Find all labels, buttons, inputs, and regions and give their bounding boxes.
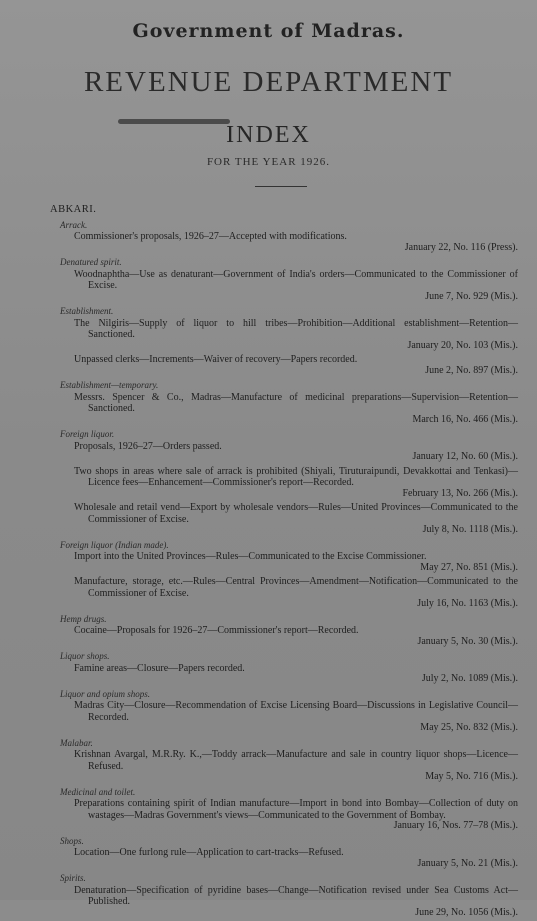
entry-text: Import into the United Provinces—Rules—Communicated to the Excise Commissioner. (74, 551, 427, 562)
entry-reference: January 5, No. 21 (Mis.). (417, 857, 518, 869)
index-entry (74, 354, 518, 376)
index-entry (74, 749, 518, 783)
entry-text: Unpassed clerks—Increments—Waiver of recovery—Papers recorded. (74, 354, 358, 365)
category-heading: Liquor shops. (60, 651, 110, 661)
entry-reference: May 27, No. 851 (Mis.). (420, 561, 518, 573)
entry-text: Famine areas—Closure—Papers recorded. (74, 662, 245, 674)
index-groups (48, 220, 518, 919)
entry-reference: March 16, No. 466 (Mis.). (412, 413, 518, 425)
entry-reference: February 13, No. 266 (Mis.). (402, 487, 518, 499)
entry-text: Krishnan Avargal, M.R.Ry. K.,—Toddy arrack—Manufacture and sale in country liquor shops—Licence—Refused. (74, 749, 518, 772)
entry-reference: January 20, No. 103 (Mis.). (407, 339, 518, 351)
index-title: INDEX (226, 122, 311, 148)
index-entry (74, 798, 518, 832)
entry-text: Commissioner's proposals, 1926–27—Accepted with modifications. (74, 231, 347, 242)
entry-reference: July 2, No. 1089 (Mis.). (421, 673, 518, 684)
index-entry (74, 576, 518, 610)
index-entry (74, 700, 518, 734)
category-heading: Liquor and opium shops. (60, 688, 151, 699)
entry-text: Wholesale and retail vend—Export by wholesale vendors—Rules—United Provinces—Communicated to the Commissioner of Excise. (74, 502, 518, 525)
category-heading: Spirits. (60, 873, 86, 883)
index-entry (74, 502, 518, 536)
entry-text: Proposals, 1926–27—Orders passed. (74, 440, 222, 452)
divider-rule (255, 186, 307, 187)
category-heading: Hemp drugs. (60, 613, 107, 624)
index-entry (74, 847, 518, 869)
index-entry (74, 466, 518, 500)
index-entry (74, 318, 518, 352)
index-entry (74, 392, 518, 426)
entry-text: The Nilgiris—Supply of liquor to hill tribes—Prohibition—Additional establishment—Retention—Sanctioned. (74, 317, 518, 340)
entry-text: Two shops in areas where sale of arrack is prohibited (Shiyali, Tiruturaipundi, Devakkottai and Tenkasi)—Licence fees—Enhancement—Commissioner's report—Recorded. (74, 465, 518, 488)
entry-reference: July 8, No. 1118 (Mis.). (422, 524, 518, 535)
category-heading: Establishment—temporary. (60, 380, 159, 390)
category-heading: Shops. (60, 835, 84, 846)
category-heading: Medicinal and toilet. (60, 786, 136, 797)
year-subtitle: FOR THE YEAR 1926. (206, 156, 331, 168)
entry-reference: June 29, No. 1056 (Mis.). (415, 906, 518, 918)
entry-reference: January 5, No. 30 (Mis.). (417, 635, 518, 647)
index-entry (74, 231, 518, 253)
entry-reference: June 7, No. 929 (Mis.). (425, 290, 518, 302)
index-content (48, 204, 518, 921)
category-heading: Denatured spirit. (60, 257, 122, 267)
index-entry (74, 441, 518, 463)
index-entry (74, 551, 518, 573)
index-entry (74, 269, 518, 303)
category-heading: Foreign liquor (Indian made). (60, 539, 169, 550)
entry-reference: May 25, No. 832 (Mis.). (420, 722, 518, 733)
entry-reference: January 12, No. 60 (Mis.). (412, 451, 518, 462)
entry-reference: July 16, No. 1163 (Mis.). (417, 598, 518, 609)
entry-text: Madras City—Closure—Recommendation of Excise Licensing Board—Discussions in Legislative Council—Recorded. (74, 700, 518, 723)
entry-reference: January 16, Nos. 77–78 (Mis.). (393, 820, 518, 831)
department-title: REVENUE DEPARTMENT (83, 66, 454, 98)
entry-reference: June 2, No. 897 (Mis.). (425, 364, 518, 376)
category-heading: Establishment. (60, 306, 114, 316)
government-heading: Government of Madras. (132, 20, 405, 42)
index-entry (74, 885, 518, 919)
entry-text: Manufacture, storage, etc.—Rules—Central Provinces—Amendment—Notification—Communicated to the Commissioner of Excise. (74, 576, 518, 599)
entry-text: Denaturation—Specification of pyridine bases—Change—Notification revised under Sea Customs Act—Published. (74, 884, 518, 907)
entry-reference: May 5, No. 716 (Mis.). (425, 771, 518, 782)
category-heading: Foreign liquor. (60, 429, 115, 439)
index-entry (74, 663, 518, 685)
section-title: ABKARI. (50, 204, 97, 215)
category-heading: Arrack. (60, 219, 88, 230)
category-heading: Malabar. (60, 737, 93, 748)
entry-text: Location—One furlong rule—Application to cart-tracks—Refused. (74, 847, 344, 858)
entry-text: Messrs. Spencer & Co., Madras—Manufacture of medicinal preparations—Supervision—Retention—Sanctioned. (74, 391, 518, 414)
entry-text: Cocaine—Proposals for 1926–27—Commissioner's report—Recorded. (74, 625, 359, 636)
entry-text: Woodnaphtha—Use as denaturant—Government of India's orders—Communicated to the Commissioner of Excise. (74, 268, 518, 291)
entry-text: Preparations containing spirit of Indian manufacture—Import in bond into Bombay—Collection of duty on wastages—Madras Government's views—Communicated to the Government of Bombay. (74, 798, 518, 821)
index-entry (74, 625, 518, 647)
entry-reference: January 22, No. 116 (Press). (404, 241, 518, 253)
